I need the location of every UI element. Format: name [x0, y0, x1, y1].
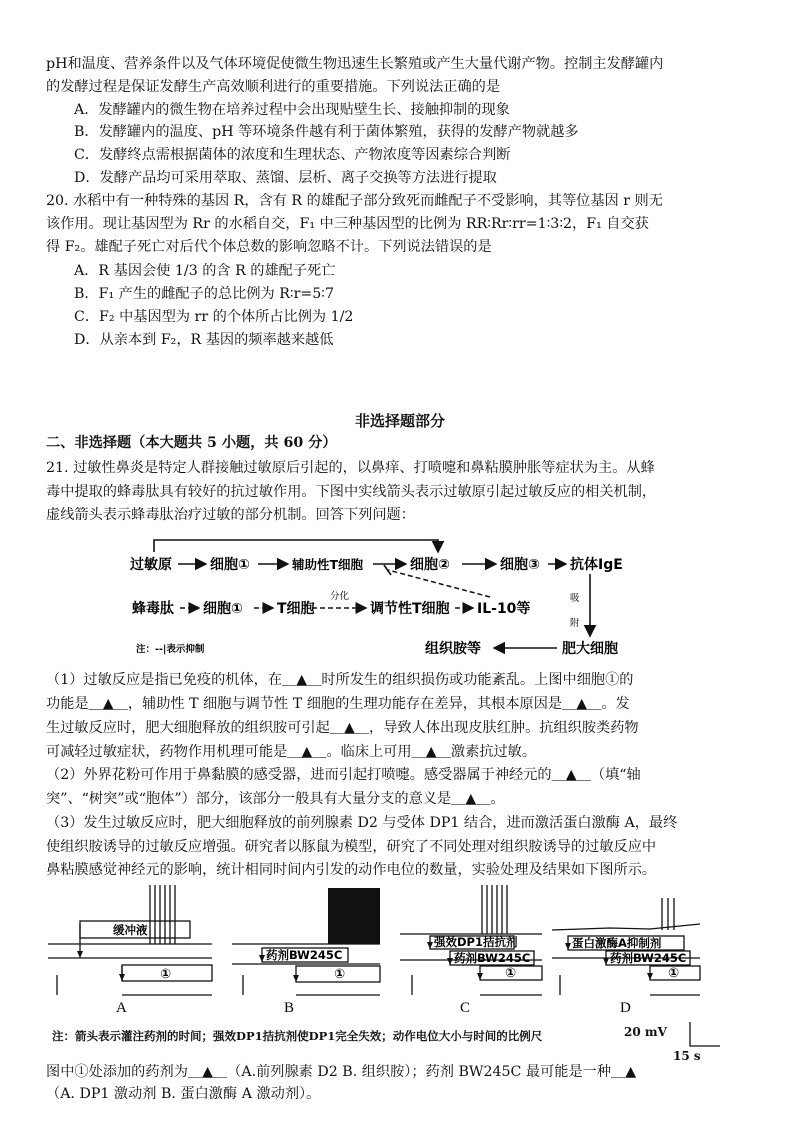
label-b-drug: 药剂BW245C [266, 948, 343, 962]
node-mast-cell: 肥大细胞 [562, 641, 618, 657]
label-differentiation: 分化 [330, 591, 350, 602]
node-allergen: 过敏原 [130, 557, 172, 573]
label-c-antagonist: 强效DP1拮抗剂 [434, 935, 518, 949]
q19-option-c: C．发酵终点需根据菌体的浓度和生理状态、产物浓度等因素综合判断 [74, 147, 511, 163]
q21-intro-line2: 毒中提取的蜂毒肽具有较好的抗过敏作用。下图中实线箭头表示过敏原引起过敏反应的相关机制， [46, 484, 657, 500]
panel-label-d: D [620, 1000, 631, 1016]
q20-option-a: A．R 基因会使 1/3 的含 R 的雄配子死亡 [74, 263, 336, 279]
q21-p2-line1: （2）外界花粉可作用于鼻黏膜的感受器，进而引起打喷嚏。感受器属于神经元的＿▲＿（填“轴 [46, 767, 641, 783]
q21-p1-line3: 生过敏反应时，肥大细胞释放的组织胺可引起＿▲＿，导致人体出现皮肤红肿。抗组织胺类药物 [46, 720, 639, 736]
label-b-circle1: ① [334, 967, 346, 982]
q20-stem-line3: 得 F₂。雄配子死亡对后代个体总数的影响忽略不计。下列说法错误的是 [46, 239, 492, 255]
node-cell1: 细胞① [210, 557, 250, 573]
node-melittin: 蜂毒肽 [132, 601, 174, 617]
label-d-pka-inhibitor: 蛋白激酶A抑制剂 [572, 936, 662, 950]
q21-p3-line1: （3）发生过敏反应时，肥大细胞释放的前列腺素 D2 与受体 DP1 结合，进而激活蛋白激酶 A，最终 [46, 815, 678, 831]
q19-option-b: B．发酵罐内的温度、pH 等环境条件越有利于菌体繁殖，获得的发酵产物就越多 [74, 124, 579, 140]
label-buffer: 缓冲液 [113, 923, 148, 937]
q21-p3-line3: 鼻粘膜感觉神经元的影响，统计相同时间内引发的动作电位的数量，实验处理及结果如下图所示。 [46, 862, 657, 878]
part2-header: 二、非选择题（本大题共 5 小题，共 60 分） [46, 435, 337, 451]
node-histamine: 组织胺等 [425, 641, 481, 657]
panel-label-b: B [284, 1000, 295, 1016]
q20-option-b: B．F₁ 产生的雌配子的总比例为 R∶r=5∶7 [74, 286, 335, 302]
node-ige: 抗体IgE [570, 557, 623, 573]
label-a-circle1: ① [160, 967, 172, 982]
q21-answer-line1: 图中①处添加的药剂为＿▲＿（A.前列腺素 D2 B. 组织胺）；药剂 BW245C 最可能是一种＿▲ [46, 1064, 637, 1080]
section-title: 非选择题部分 [354, 412, 445, 430]
diagram-note-inhibit: 注：--|表示抑制 [136, 644, 205, 655]
label-adsorb-1: 吸 [570, 593, 580, 604]
node-cell1b: 细胞① [203, 601, 243, 617]
panel-label-c: C [460, 1000, 471, 1016]
scale-voltage: 20 mV [624, 1025, 667, 1039]
scale-bar [690, 1022, 720, 1046]
panel-b-spike-burst [328, 888, 380, 944]
q19-option-d: D．发酵产品均可采用萃取、蒸馏、层析、离子交换等方法进行提取 [74, 170, 497, 186]
node-cell3: 细胞③ [500, 557, 540, 573]
node-cell2: 细胞② [410, 557, 450, 573]
q21-intro-line1: 21. 过敏性鼻炎是特定人群接触过敏原后引起的，以鼻痒、打喷嚏和鼻粘膜肿胀等症状为主。从蜂 [46, 460, 655, 476]
label-d-circle1: ① [668, 966, 680, 981]
panel-label-a: A [116, 1000, 127, 1016]
label-c-drug: 药剂BW245C [454, 951, 531, 965]
node-helper-t-cell: 辅助性T细胞 [292, 557, 364, 572]
node-il10: IL-10等 [477, 601, 531, 617]
q21-intro-line3: 虚线箭头表示蜂毒肽治疗过敏的部分机制。回答下列问题： [46, 507, 415, 523]
q21-p1-line1: （1）过敏反应是指已免疫的机体，在＿▲＿时所发生的组织损伤或功能紊乱。上图中细胞①的 [46, 672, 634, 688]
label-c-circle1: ① [505, 966, 517, 981]
q21-answer-line2: （A. DP1 激动剂 B. 蛋白激酶 A 激动剂）。 [46, 1086, 321, 1102]
q19-option-a: A．发酵罐内的微生物在培养过程中会出现贴壁生长、接触抑制的现象 [74, 102, 510, 118]
q19-stem-line1: pH和温度、营养条件以及气体环境促使微生物迅速生长繁殖或产生大量代谢产物。控制主发酵罐内 [46, 56, 664, 72]
q19-stem-line2: 的发酵过程是保证发酵生产高效顺利进行的重要措施。下列说法正确的是 [46, 79, 501, 95]
q20-option-c: C．F₂ 中基因型为 rr 的个体所占比例为 1/2 [74, 309, 354, 325]
q21-p2-line2: 突”、“树突”或“胞体”）部分，该部分一般具有大量分支的意义是＿▲＿。 [46, 791, 505, 807]
panel-a [48, 885, 212, 995]
label-adsorb-2: 附 [570, 618, 580, 629]
q21-p3-line2: 使组织胺诱导的过敏反应增强。研究者以豚鼠为模型，研究了不同处理对组织胺诱导的过敏反应中 [46, 839, 657, 855]
node-t-cell: T细胞 [277, 601, 315, 617]
q21-p1-line4: 可减轻过敏症状，药物作用机理可能是＿▲＿。临床上可用＿▲＿激素抗过敏。 [46, 744, 537, 760]
q21-note2: 注：箭头表示灌注药剂的时间；强效DP1拮抗剂使DP1完全失效；动作电位大小与时间的比例尺 [52, 1029, 543, 1043]
node-treg: 调节性T细胞 [370, 601, 450, 617]
q21-p1-line2: 功能是＿▲＿，辅助性 T 细胞与调节性 T 细胞的生理功能存在差异，其根本原因是＿▲＿。发 [46, 696, 630, 712]
q20-stem-line1: 20. 水稻中有一种特殊的基因 R，含有 R 的雄配子部分致死而雌配子不受影响，其等位基因 r 则无 [46, 193, 663, 209]
label-d-drug: 药剂BW245C [610, 951, 687, 965]
scale-time: 15 s [673, 1049, 701, 1063]
q20-option-d: D．从亲本到 F₂，R 基因的频率越来越低 [74, 332, 334, 348]
q20-stem-line2: 该作用。现让基因型为 Rr 的水稻自交，F₁ 中三种基因型的比例为 RR∶Rr∶rr=1∶3∶2，F₁ 自交获 [46, 216, 649, 232]
